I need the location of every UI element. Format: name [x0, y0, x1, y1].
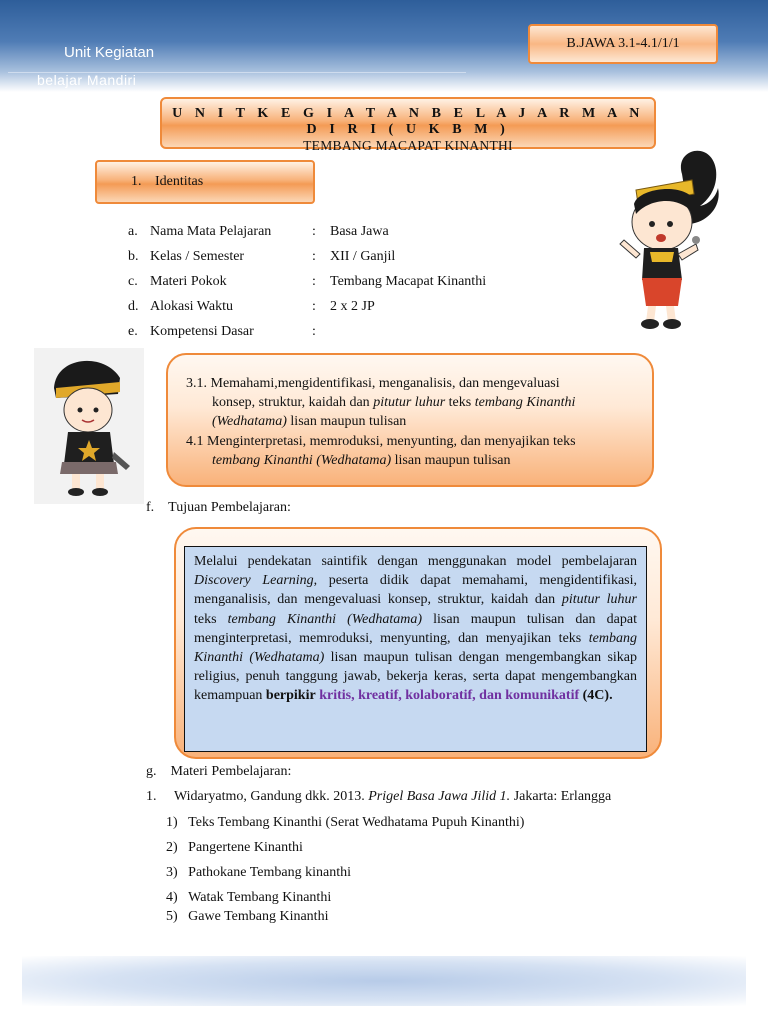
tujuan-text-box — [184, 546, 647, 752]
identity-letter: a. — [128, 224, 138, 239]
materi-reference: 1. Widaryatmo, Gandung dkk. 2013. Prigel Basa Jawa Jilid 1. Jakarta: Erlangga — [146, 789, 612, 804]
identity-row — [128, 249, 548, 274]
section-number: 1. — [131, 174, 142, 189]
kd-line: tembang Kinanthi (Wedhatama) lisan maupun tulisan — [212, 453, 511, 468]
identity-letter: c. — [128, 274, 138, 289]
identity-row — [128, 324, 548, 349]
identity-value: XII / Ganjil — [330, 249, 396, 264]
identity-row — [128, 299, 548, 324]
unit-title-line1: Unit Kegiatan — [64, 44, 155, 61]
document-code-badge — [528, 24, 718, 64]
footer-band — [22, 956, 746, 1006]
tujuan-paragraph: Melalui pendekatan saintifik dengan menggunakan model pembelajaran Discovery Learning, peserta didik dapat memahami, mengidentifikasi, menganalisis, dan mengevaluasi konsep, struktur, kaidah dan pitutur luhur teks tembang Kinanthi (Wedhatama) lisan maupun tulisan dan dapat menginterpretasi, memroduksi, menyunting, dan menyajikan teks tembang Kinanthi (Wedhatama) lisan maupun tulisan dengan mengembangkan sikap religius, penuh tanggung jawab, bekerja keras, serta dapat mengembangkan kemampuan berpikir kritis, kreatif, kolaboratif, dan komunikatif (4C). — [194, 554, 637, 704]
identity-key: Nama Mata Pelajaran — [150, 224, 272, 239]
identity-colon: : — [312, 324, 316, 339]
document-code: B.JAWA 3.1-4.1/1/1 — [566, 36, 680, 51]
materi-item: 5) Gawe Tembang Kinanthi — [166, 909, 329, 924]
identity-letter: e. — [128, 324, 138, 339]
section-title: Identitas — [155, 174, 204, 189]
unit-title-line2: belajar Mandiri — [37, 72, 137, 88]
materi-item: 4) Watak Tembang Kinanthi — [166, 890, 332, 905]
wayang-character-right-icon — [604, 144, 744, 334]
kd-line: konsep, struktur, kaidah dan pitutur luhur teks tembang Kinanthi — [212, 395, 576, 410]
materi-item: 2) Pangertene Kinanthi — [166, 840, 303, 855]
identity-colon: : — [312, 299, 316, 314]
section-identitas-box — [95, 160, 315, 204]
document-title-box — [160, 97, 656, 153]
kd-line: 4.1 Menginterpretasi, memroduksi, menyunting, dan menyajikan teks — [186, 434, 576, 449]
identity-value: Basa Jawa — [330, 224, 389, 239]
identity-key: Kelas / Semester — [150, 249, 245, 264]
kompetensi-dasar-box — [166, 353, 654, 487]
document-subtitle: TEMBANG MACAPAT KINANTHI — [303, 138, 513, 153]
identity-colon: : — [312, 274, 316, 289]
identity-row — [128, 274, 548, 299]
identity-key: Materi Pokok — [150, 274, 227, 289]
document-title: U N I T K E G I A T A N B E L A J A R M A N D I R I ( U K B M ) — [172, 106, 644, 137]
identity-letter: d. — [128, 299, 139, 314]
identity-key: Alokasi Waktu — [150, 299, 233, 314]
kd-line: 3.1. Memahami,mengidentifikasi, menganalisis, dan mengevaluasi — [186, 376, 560, 391]
tujuan-heading: f. Tujuan Pembelajaran: — [146, 500, 291, 515]
kd-line: (Wedhatama) lisan maupun tulisan — [212, 414, 407, 429]
wayang-character-left-icon — [34, 348, 144, 504]
materi-heading: g. Materi Pembelajaran: — [146, 764, 292, 779]
identity-letter: b. — [128, 249, 139, 264]
identity-list — [128, 224, 548, 349]
identity-colon: : — [312, 249, 316, 264]
identity-value: Tembang Macapat Kinanthi — [330, 274, 487, 289]
identity-value: 2 x 2 JP — [330, 299, 375, 314]
identity-key: Kompetensi Dasar — [150, 324, 254, 339]
identity-colon: : — [312, 224, 316, 239]
materi-item: 3) Pathokane Tembang kinanthi — [166, 865, 352, 880]
materi-item: 1) Teks Tembang Kinanthi (Serat Wedhatama Pupuh Kinanthi) — [166, 815, 525, 830]
identity-row — [128, 224, 548, 249]
